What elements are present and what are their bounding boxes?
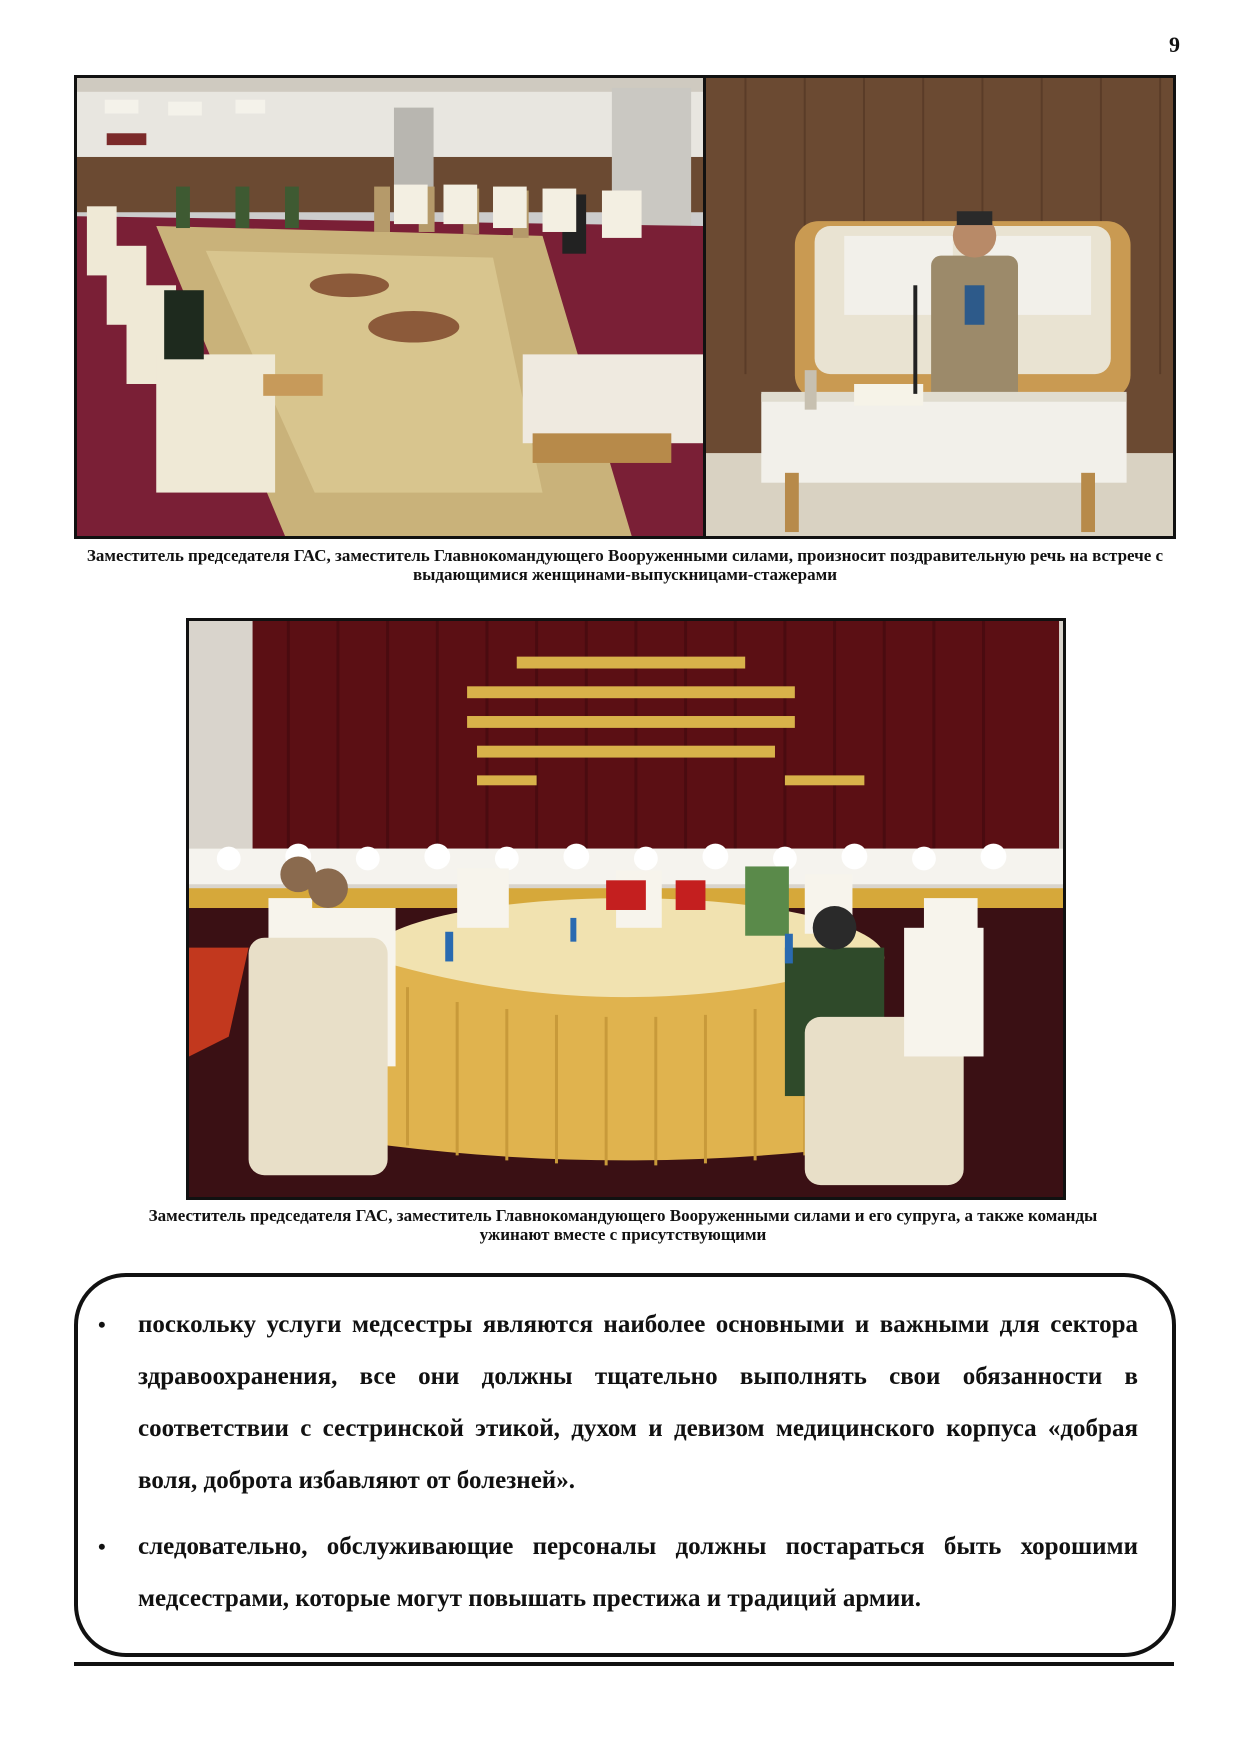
officer-speech-image — [706, 78, 1173, 536]
photo-caption-first: Заместитель председателя ГАС, заместитель Главнокомандующего Вооруженными силами, произносит поздравительную речь на встрече с выдающимися женщинами-выпускницами-стажерами — [86, 546, 1164, 584]
bullet-list — [78, 1277, 1172, 1625]
photo-banquet — [186, 618, 1066, 1200]
bullet-item-nursing-ethics: • поскольку услуги медсестры являются наиболее основными и важными для сектора здравоохранения, все они должны тщательно выполнять свои обязанности в соответствии с сестринской этикой, духом и девизом медицинского корпуса «добрая воля, доброта избавляют от болезней». — [138, 1299, 1138, 1507]
banquet-image — [189, 621, 1063, 1197]
page-number: 9 — [1169, 32, 1180, 57]
nursing-principles-box — [74, 1273, 1176, 1657]
meeting-hall-image — [77, 78, 703, 536]
bullet-item-army-prestige: • следовательно, обслуживающие персоналы должны постараться быть хорошими медсестрами, которые могут повышать престижа и традиций армии. — [138, 1521, 1138, 1625]
photo-officer-speech — [703, 75, 1176, 539]
photo-meeting-hall — [74, 75, 706, 539]
photo-caption-second: Заместитель председателя ГАС, заместитель Главнокомандующего Вооруженными силами и его супруга, а также команды ужинают вместе с присутствующими — [148, 1206, 1098, 1244]
bottom-rule — [74, 1662, 1174, 1666]
